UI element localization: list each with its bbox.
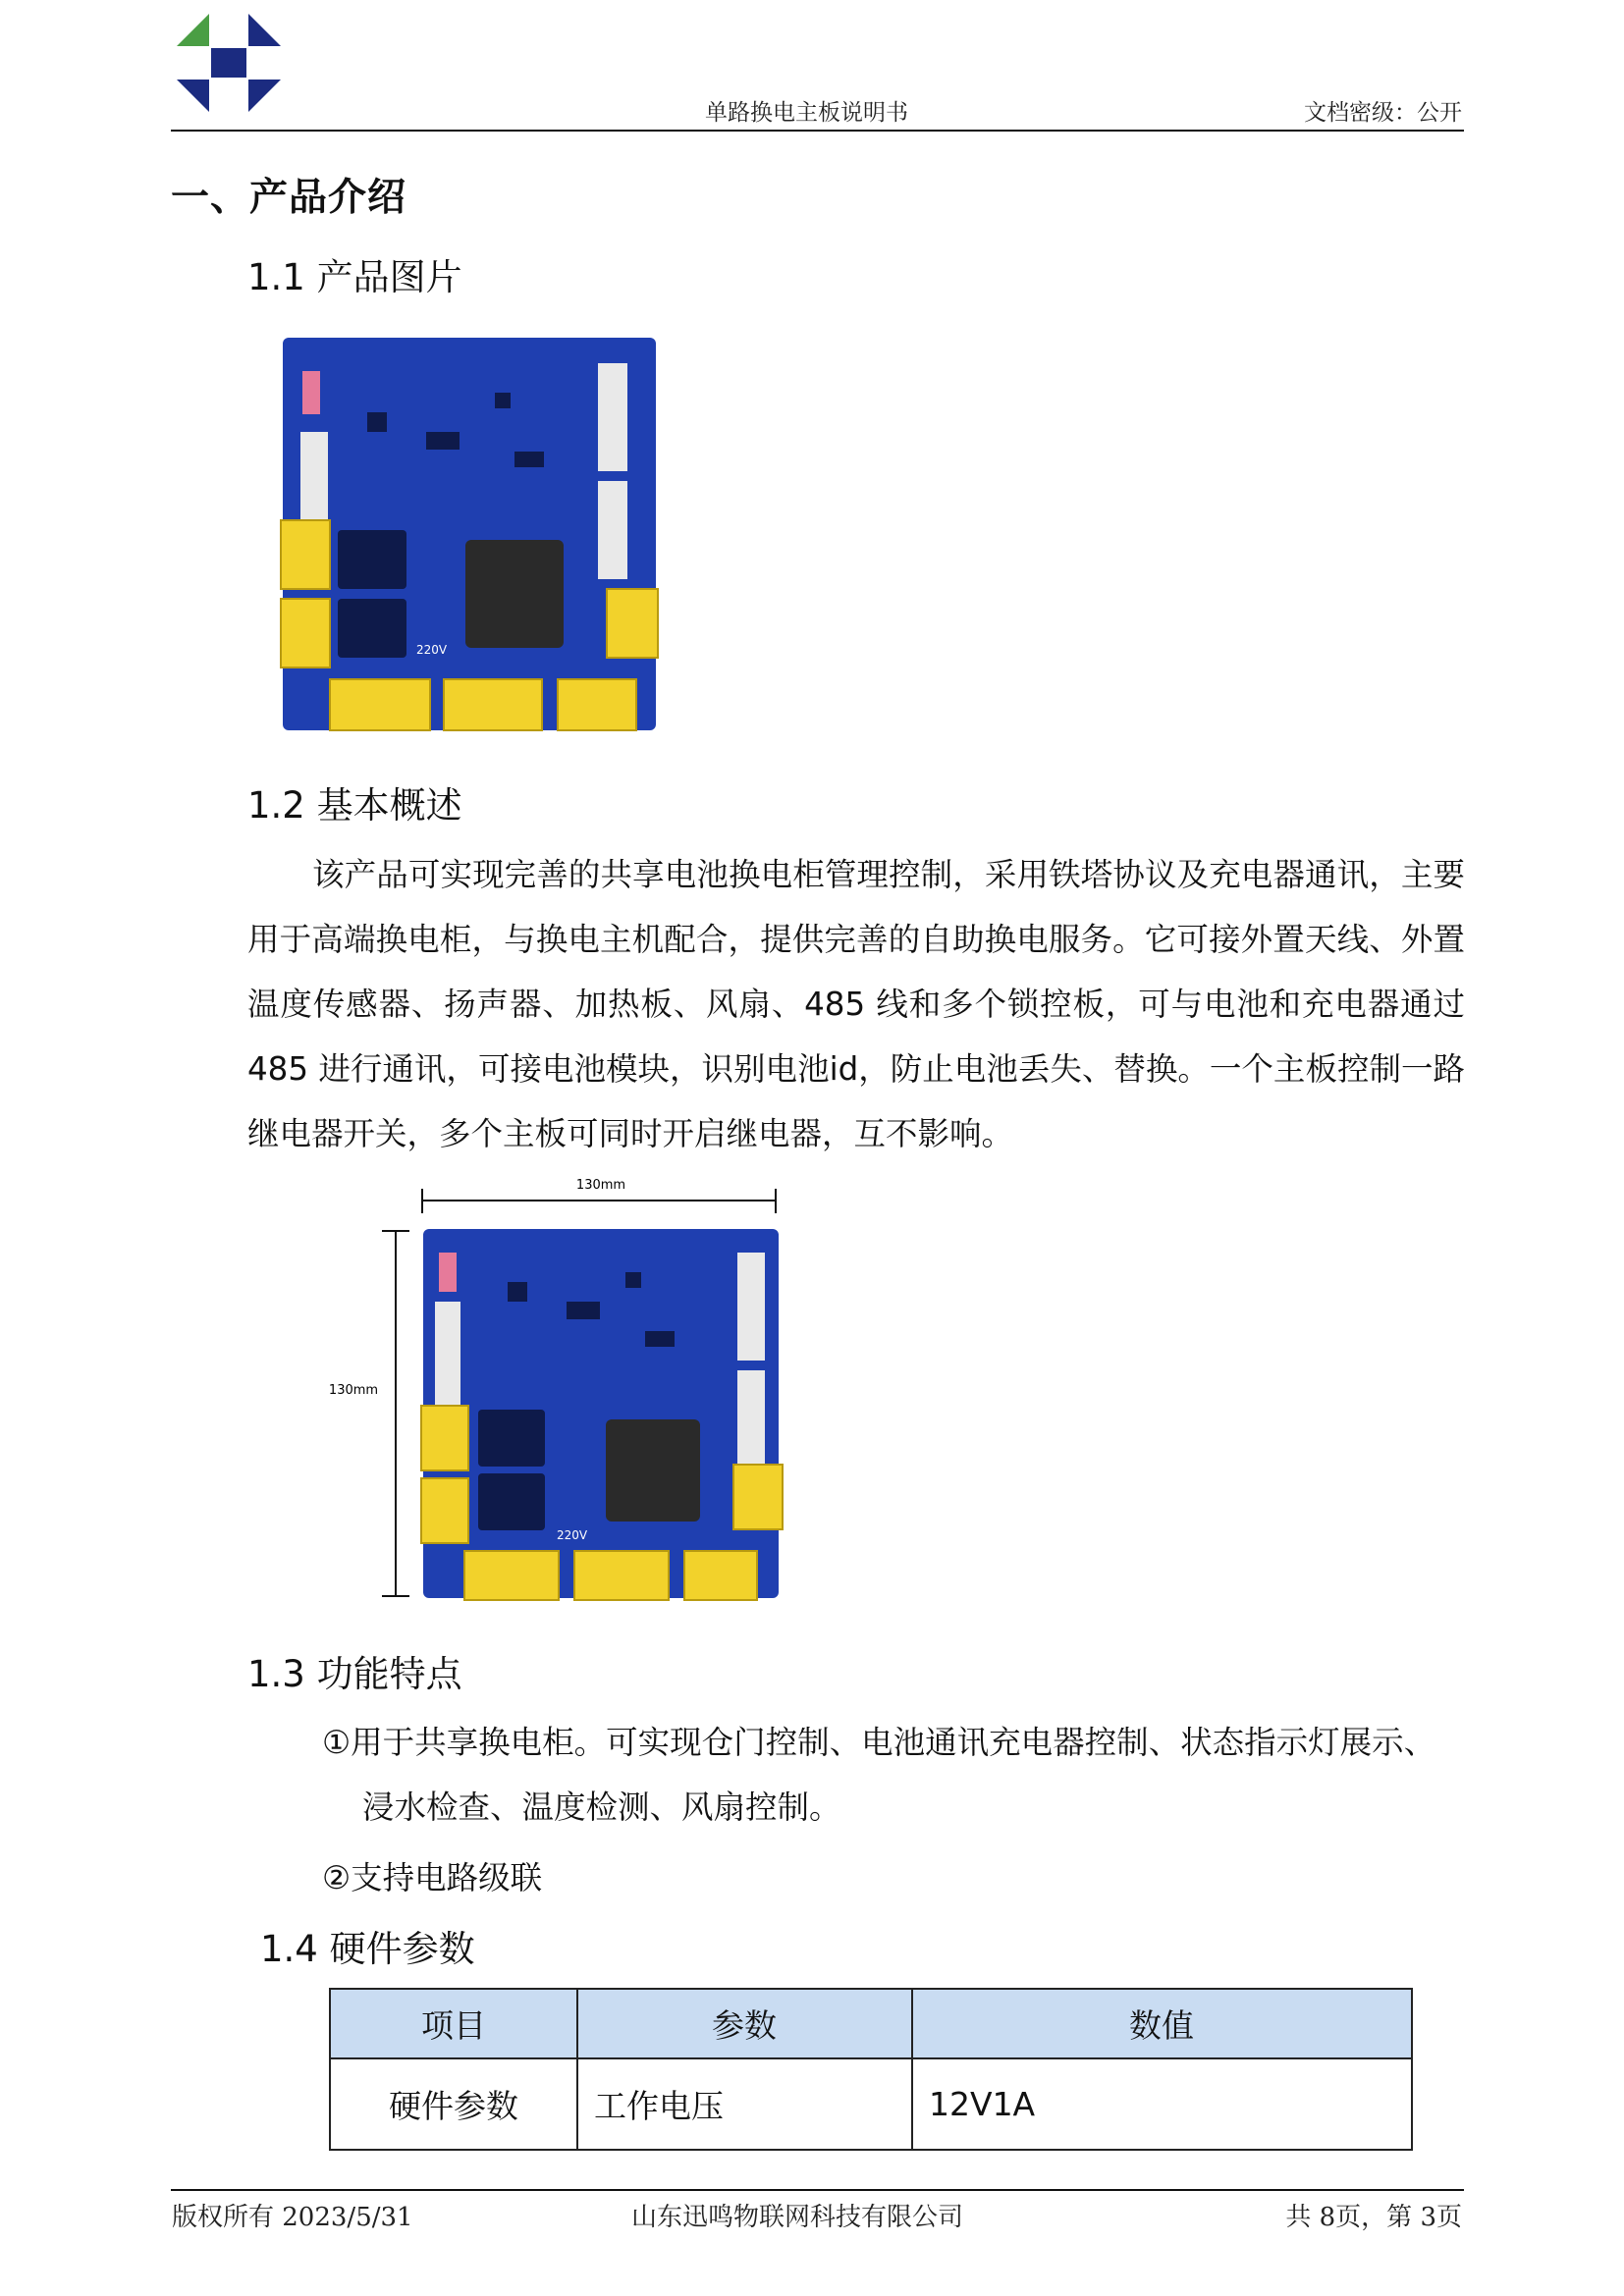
table-row [330,2058,1412,2150]
feature-1-line-2: 浸水检查、温度检测、风扇控制。 [362,1789,841,1826]
feature-2: ②支持电路级联 [322,1859,543,1896]
footer-page-number: 共 8页，第 3页 [1285,2203,1462,2232]
header-title: 单路换电主板说明书 [705,100,908,126]
height-dimension-label: 130mm [328,1383,379,1398]
footer-copyright: 版权所有 2023/5/31 [172,2203,413,2232]
pcb1-voltage-label: 220V [416,643,448,657]
table-cell: 硬件参数 [330,2058,577,2150]
overview-text: 该产品可实现完善的共享电池换电柜管理控制，采用铁塔协议及充电器通讯，主要用于高端换电柜，与换电主机配合，提供完善的自助换电服务。它可接外置天线、外置温度传感器、扬声器、加热板、风扇、485 线和多个锁控板，可与电池和充电器通过 485 进行通讯，可接电池模块，识别电池id，防止电池丢失、替换。一个主板控制一路继电器开关，多个主板可同时开启继电器，互不影响。 [247,856,1465,1152]
hardware-parameter-table [329,1988,1413,2151]
table-cell: 工作电压 [577,2058,912,2150]
overview-paragraph [247,842,1465,1166]
table-header-item: 项目 [330,1989,577,2058]
subheading-features: 1.3 功能特点 [247,1653,462,1695]
section-heading-intro: 一、产品介绍 [171,176,407,220]
pcb2-voltage-label: 220V [557,1528,588,1542]
subheading-product-picture: 1.1 产品图片 [247,256,462,298]
pcb-photo [279,334,660,736]
table-header-value: 数值 [912,1989,1412,2058]
subheading-hardware: 1.4 硬件参数 [260,1928,475,1970]
header-security-level: 文档密级：公开 [1304,100,1462,126]
table-header-row [330,1989,1412,2058]
subheading-overview: 1.2 基本概述 [247,784,462,827]
table-header-param: 参数 [577,1989,912,2058]
footer-rule [171,2189,1464,2191]
width-dimension-label: 130mm [575,1178,626,1193]
header-rule [171,130,1464,132]
feature-1-line-1: ①用于共享换电柜。可实现仓门控制、电池通讯充电器控制、状态指示灯展示、 [322,1724,1436,1761]
footer-company: 山东迅鸣物联网科技有限公司 [631,2203,964,2232]
table-cell: 12V1A [912,2058,1412,2150]
company-logo [177,14,281,112]
dimension-figure [321,1174,792,1604]
